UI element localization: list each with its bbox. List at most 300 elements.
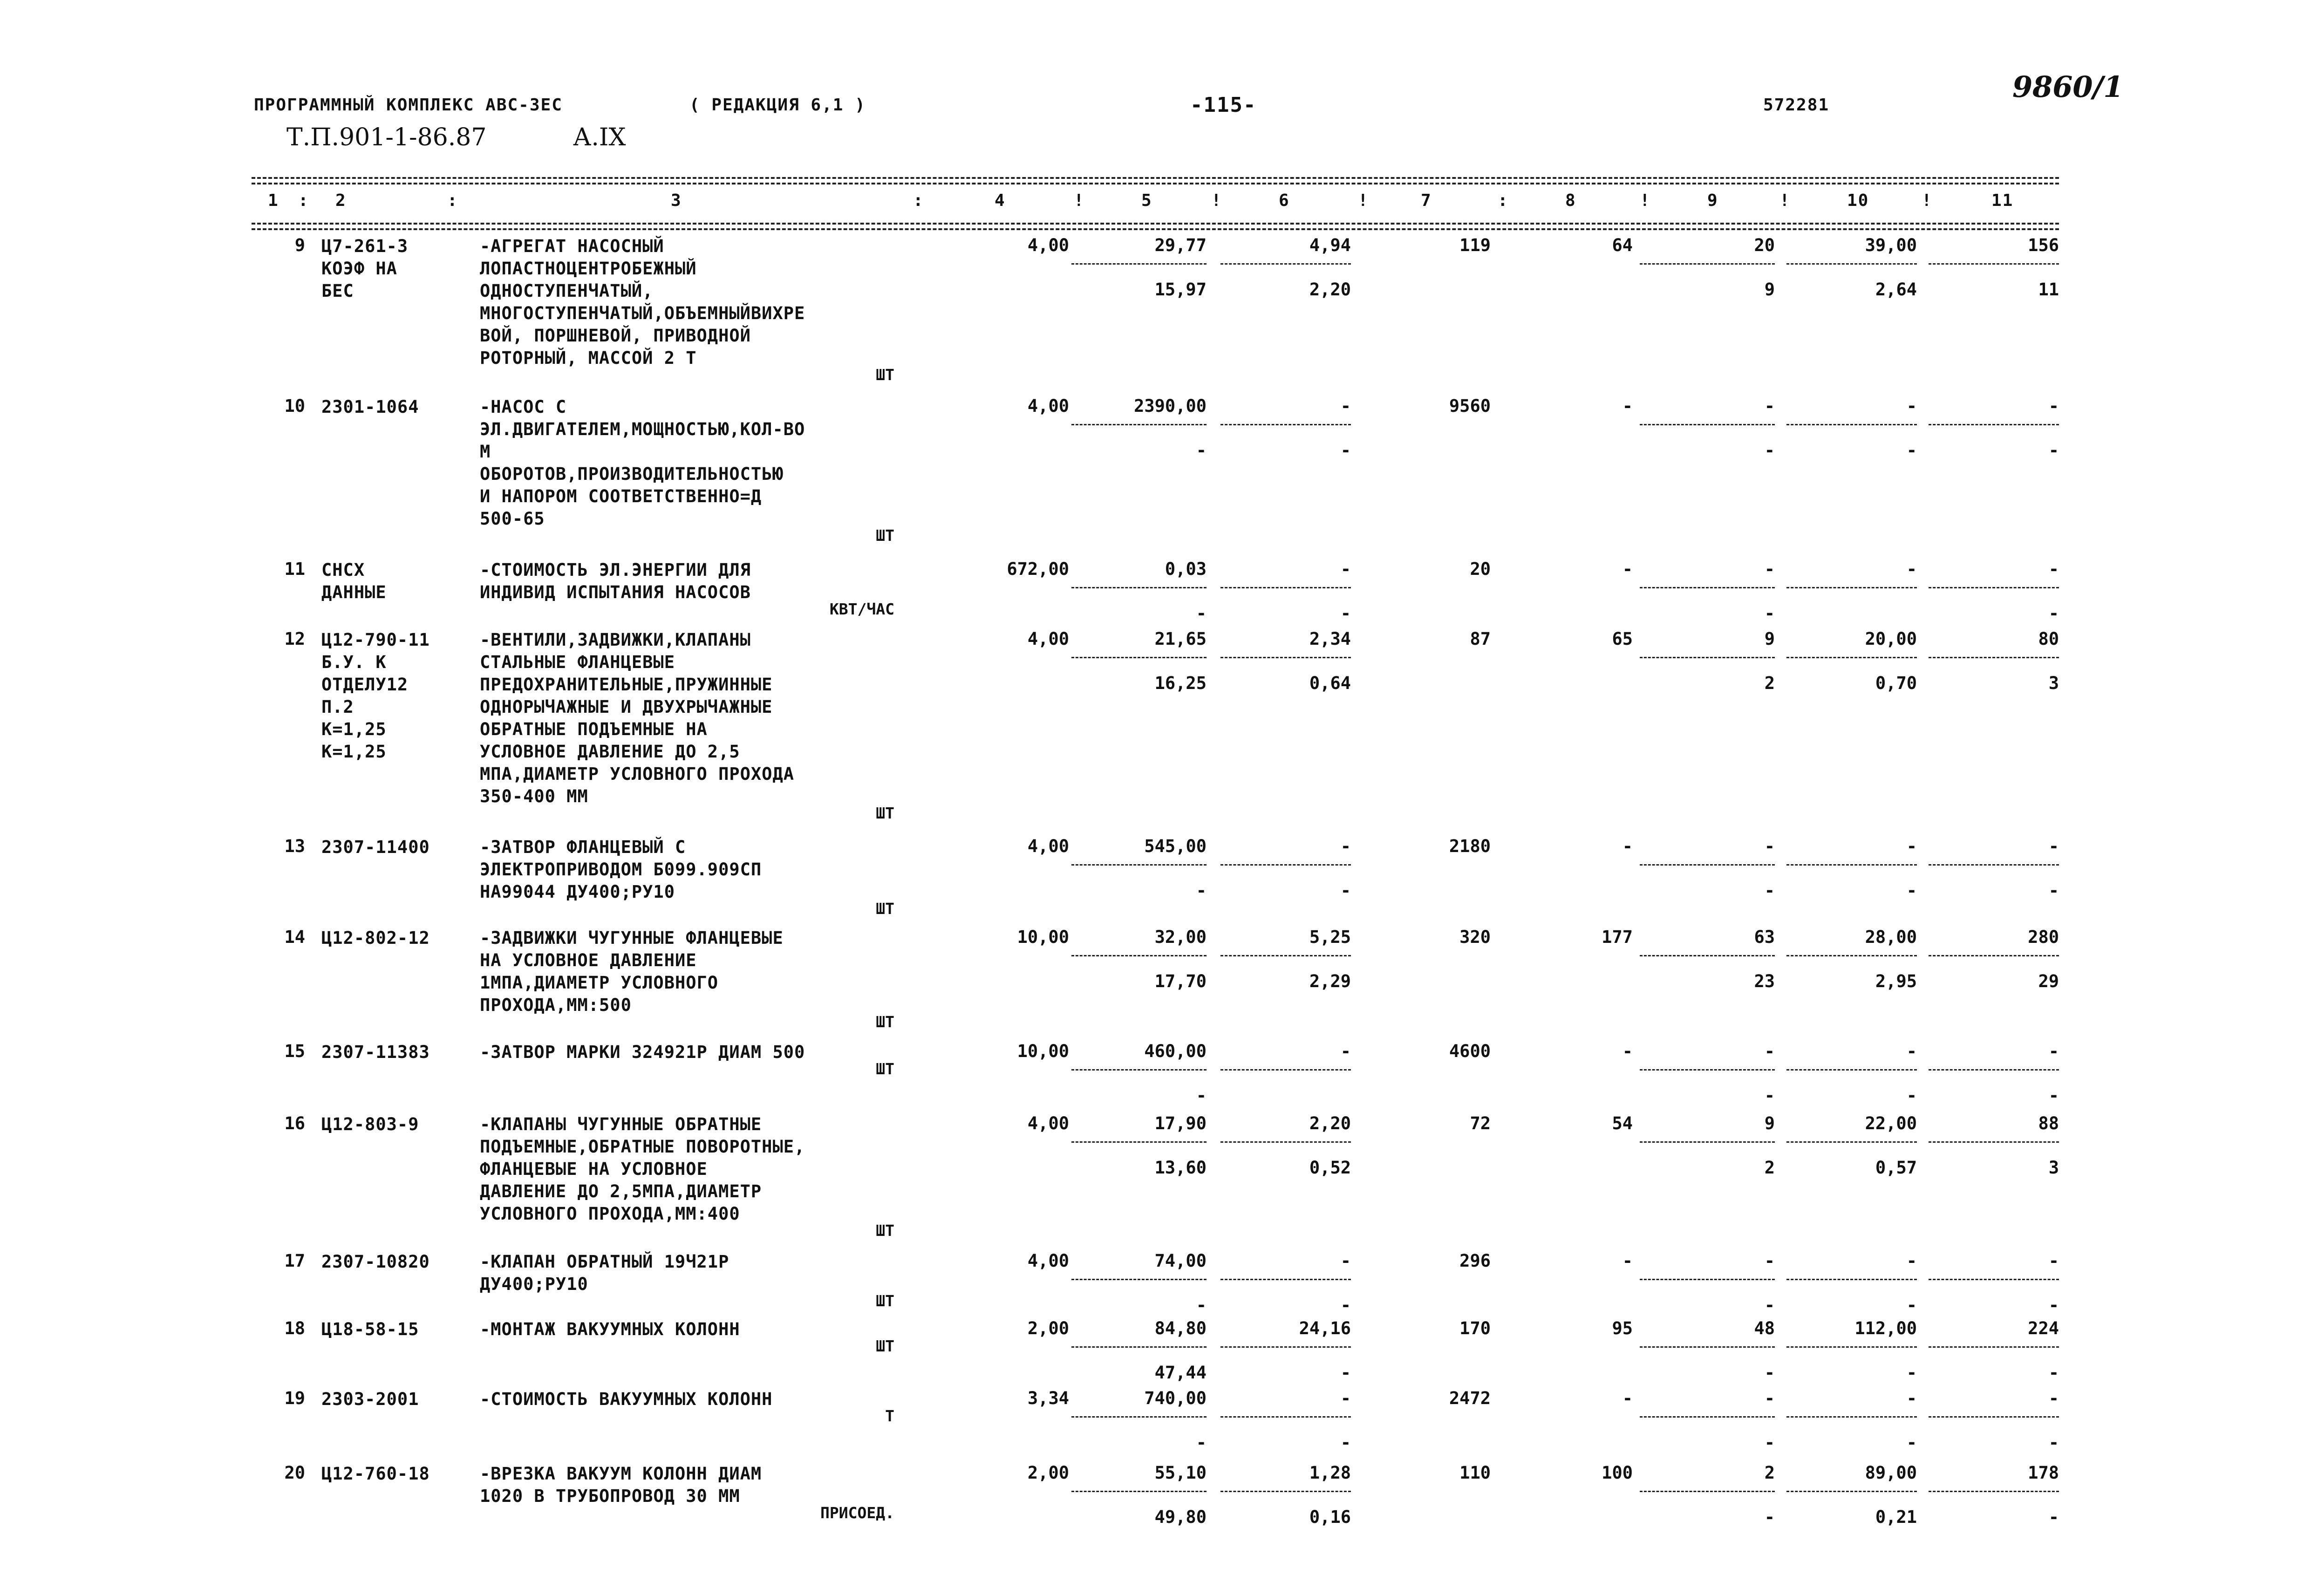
work-description: 1МПА,ДИАМЕТР УСЛОВНОГО: [480, 973, 719, 993]
work-description: ОБРАТНЫЕ ПОДЪЕМНЫЕ НА: [480, 719, 708, 739]
quantity: 2,00: [1027, 1318, 1069, 1338]
row-number: 12: [284, 629, 305, 649]
row-number: 15: [284, 1041, 305, 1061]
norm-code: Ц12-790-11: [321, 630, 430, 650]
machine-cost-bottom: -: [1764, 603, 1775, 623]
work-description: НА УСЛОВНОЕ ДАВЛЕНИЕ: [480, 950, 697, 970]
quantity: 4,00: [1027, 836, 1069, 856]
norm-code: 2301-1064: [321, 397, 419, 417]
column-header-11: 11: [1991, 191, 2014, 210]
machine-cost-top: 63: [1754, 927, 1775, 947]
machine-cost-top: -: [1764, 396, 1775, 416]
unit-of-measure: ШТ: [876, 1013, 894, 1031]
quantity: 4,00: [1027, 1251, 1069, 1271]
work-description: ЭЛ.ДВИГАТЕЛЕМ,МОЩНОСТЬЮ,КОЛ-ВО: [480, 419, 805, 439]
labour-hours-unit-bottom: -: [1906, 1432, 1917, 1453]
fraction-line: [1786, 1279, 1917, 1280]
norm-code: БЕС: [321, 281, 354, 301]
norm-code: К=1,25: [321, 719, 387, 739]
labour-hours-total-top: 280: [2028, 927, 2059, 947]
work-description: ДАВЛЕНИЕ ДО 2,5МПА,ДИАМЕТР: [480, 1181, 762, 1201]
norm-code: КОЭФ НА: [321, 259, 397, 279]
total-cost: 72: [1470, 1113, 1491, 1133]
work-description: МПА,ДИАМЕТР УСЛОВНОГО ПРОХОДА: [480, 764, 795, 784]
fraction-line: [1929, 587, 2059, 588]
total-cost: 9560: [1449, 396, 1491, 416]
machine-cost-top: -: [1764, 1388, 1775, 1408]
unit-of-measure: ПРИСОЕД.: [820, 1504, 894, 1522]
labour-hours-total-top: -: [2048, 836, 2059, 856]
unit-cost-top: 545,00: [1144, 836, 1207, 856]
labour-hours-unit-top: -: [1906, 1388, 1917, 1408]
unit-wages-bottom: -: [1340, 1295, 1351, 1315]
header-bottom-rule: [252, 223, 2059, 225]
column-separator: :: [298, 191, 309, 210]
fraction-line: [1786, 657, 1917, 658]
row-number: 10: [284, 396, 305, 416]
column-separator: :: [447, 191, 458, 210]
fraction-line: [1640, 864, 1775, 866]
quantity: 4,00: [1027, 396, 1069, 416]
machine-cost-top: -: [1764, 559, 1775, 579]
unit-cost-top: 740,00: [1144, 1388, 1207, 1408]
document-code: 572281: [1763, 95, 1830, 115]
work-description: ЛОПАСТНОЦЕНТРОБЕЖНЫЙ: [480, 259, 697, 279]
quantity: 4,00: [1027, 235, 1069, 255]
machine-cost-top: 48: [1754, 1318, 1775, 1338]
fraction-line: [1786, 263, 1917, 265]
fraction-line: [1071, 1491, 1207, 1492]
quantity: 2,00: [1027, 1463, 1069, 1483]
unit-cost-bottom: -: [1196, 1295, 1207, 1315]
fraction-line: [1929, 1416, 2059, 1418]
fraction-line: [1071, 1416, 1207, 1418]
total-cost: 87: [1470, 629, 1491, 649]
fraction-line: [1786, 1346, 1917, 1348]
column-header-3: 3: [671, 191, 682, 210]
unit-of-measure: ШТ: [876, 1337, 894, 1355]
unit-cost-top: 74,00: [1154, 1251, 1207, 1271]
fraction-line: [1220, 1491, 1351, 1492]
header-top-rule-2: [252, 183, 2059, 184]
unit-wages-bottom: 2,29: [1309, 971, 1351, 991]
wages-total: -: [1622, 1041, 1633, 1061]
labour-hours-total-bottom: -: [2048, 440, 2059, 460]
machine-cost-top: 9: [1764, 629, 1775, 649]
labour-hours-total-bottom: 29: [2038, 971, 2059, 991]
labour-hours-total-top: 88: [2038, 1113, 2059, 1133]
work-description: ОДНОРЫЧАЖНЫЕ И ДВУХРЫЧАЖНЫЕ: [480, 697, 773, 717]
fraction-line: [1220, 424, 1351, 425]
unit-wages-bottom: -: [1340, 1363, 1351, 1383]
fraction-line: [1929, 657, 2059, 658]
labour-hours-total-bottom: 3: [2048, 673, 2059, 693]
work-description: 1020 В ТРУБОПРОВОД 30 ММ: [480, 1486, 740, 1506]
fraction-line: [1220, 1141, 1351, 1143]
unit-cost-bottom: -: [1196, 603, 1207, 623]
labour-hours-unit-top: 28,00: [1865, 927, 1917, 947]
work-description: 500-65: [480, 509, 545, 529]
norm-code: Ц18-58-15: [321, 1319, 419, 1339]
fraction-line: [1220, 955, 1351, 956]
fraction-line: [1640, 587, 1775, 588]
machine-cost-top: 9: [1764, 1113, 1775, 1133]
unit-wages-top: -: [1340, 1251, 1351, 1271]
fraction-line: [1929, 1346, 2059, 1348]
labour-hours-unit-bottom: 2,64: [1875, 280, 1917, 300]
wages-total: -: [1622, 1251, 1633, 1271]
column-header-6: 6: [1279, 191, 1290, 210]
labour-hours-total-bottom: -: [2048, 1432, 2059, 1453]
unit-of-measure: ШТ: [876, 1221, 894, 1240]
norm-code: ОТДЕЛУ12: [321, 675, 409, 695]
labour-hours-unit-bottom: -: [1906, 1295, 1917, 1315]
labour-hours-total-bottom: 11: [2038, 280, 2059, 300]
unit-cost-bottom: 15,97: [1154, 280, 1207, 300]
work-description: -НАСОС С: [480, 397, 567, 417]
work-description: УСЛОВНОГО ПРОХОДА,ММ:400: [480, 1204, 740, 1224]
labour-hours-total-top: 156: [2028, 235, 2059, 255]
norm-code: 2307-11383: [321, 1042, 430, 1062]
total-cost: 110: [1459, 1463, 1491, 1483]
wages-total: -: [1622, 836, 1633, 856]
unit-cost-top: 17,90: [1154, 1113, 1207, 1133]
fraction-line: [1640, 1346, 1775, 1348]
fraction-line: [1640, 1491, 1775, 1492]
column-separator: !: [1358, 191, 1369, 210]
labour-hours-unit-bottom: -: [1906, 1085, 1917, 1105]
labour-hours-unit-bottom: 0,21: [1875, 1507, 1917, 1527]
column-header-1: 1: [268, 191, 279, 210]
column-header-4: 4: [995, 191, 1006, 210]
unit-of-measure: ШТ: [876, 900, 894, 918]
column-header-9: 9: [1707, 191, 1718, 210]
column-header-10: 10: [1847, 191, 1869, 210]
unit-wages-bottom: 0,64: [1309, 673, 1351, 693]
wages-total: 95: [1612, 1318, 1633, 1338]
unit-cost-top: 55,10: [1154, 1463, 1207, 1483]
norm-code: 2307-11400: [321, 837, 430, 857]
norm-code: Ц12-760-18: [321, 1464, 430, 1484]
fraction-line: [1640, 1141, 1775, 1143]
row-number: 11: [284, 559, 305, 579]
unit-cost-top: 29,77: [1154, 235, 1207, 255]
doc-reference: Т.П.901-1-86.87: [286, 123, 487, 151]
fraction-line: [1786, 424, 1917, 425]
quantity: 672,00: [1007, 559, 1069, 579]
fraction-line: [1640, 263, 1775, 265]
unit-wages-top: 2,34: [1309, 629, 1351, 649]
work-description: ПРОХОДА,ММ:500: [480, 995, 632, 1015]
unit-of-measure: ШТ: [876, 1060, 894, 1078]
unit-cost-top: 460,00: [1144, 1041, 1207, 1061]
fraction-line: [1071, 424, 1207, 425]
labour-hours-total-top: 80: [2038, 629, 2059, 649]
fraction-line: [1220, 1069, 1351, 1071]
unit-cost-top: 32,00: [1154, 927, 1207, 947]
machine-cost-top: -: [1764, 1041, 1775, 1061]
fraction-line: [1071, 587, 1207, 588]
unit-wages-top: 2,20: [1309, 1113, 1351, 1133]
labour-hours-total-top: 224: [2028, 1318, 2059, 1338]
header-bottom-rule-2: [252, 228, 2059, 230]
work-description: -КЛАПАНЫ ЧУГУННЫЕ ОБРАТНЫЕ: [480, 1114, 762, 1134]
page-number: -115-: [1190, 93, 1257, 117]
work-description: ВОЙ, ПОРШНЕВОЙ, ПРИВОДНОЙ: [480, 326, 751, 346]
wages-total: 65: [1612, 629, 1633, 649]
labour-hours-unit-top: 39,00: [1865, 235, 1917, 255]
fraction-line: [1929, 1069, 2059, 1071]
unit-wages-top: 24,16: [1299, 1318, 1351, 1338]
work-description: ДУ400;РУ10: [480, 1274, 588, 1294]
fraction-line: [1929, 1141, 2059, 1143]
norm-code: 2307-10820: [321, 1252, 430, 1272]
column-separator: !: [1779, 191, 1791, 210]
header-top-rule: [252, 177, 2059, 179]
fraction-line: [1786, 1416, 1917, 1418]
fraction-line: [1929, 1491, 2059, 1492]
fraction-line: [1786, 1141, 1917, 1143]
labour-hours-unit-top: -: [1906, 1251, 1917, 1271]
unit-wages-bottom: -: [1340, 440, 1351, 460]
unit-cost-top: 2390,00: [1134, 396, 1207, 416]
row-number: 20: [284, 1463, 305, 1483]
work-description: -ЗАДВИЖКИ ЧУГУННЫЕ ФЛАНЦЕВЫЕ: [480, 928, 784, 948]
column-separator: :: [913, 191, 924, 210]
norm-code: Ц7-261-3: [321, 236, 409, 256]
labour-hours-unit-bottom: 0,57: [1875, 1158, 1917, 1178]
norm-code: Ц12-803-9: [321, 1114, 419, 1134]
column-header-2: 2: [335, 191, 347, 210]
machine-cost-top: -: [1764, 1251, 1775, 1271]
unit-wages-top: -: [1340, 1388, 1351, 1408]
wages-total: -: [1622, 559, 1633, 579]
fraction-line: [1640, 1416, 1775, 1418]
work-description: РОТОРНЫЙ, МАССОЙ 2 Т: [480, 348, 697, 368]
work-description: -ЗАТВОР ФЛАНЦЕВЫЙ С: [480, 837, 686, 857]
machine-cost-bottom: -: [1764, 1507, 1775, 1527]
unit-of-measure: Т: [885, 1407, 894, 1425]
unit-wages-top: -: [1340, 1041, 1351, 1061]
fraction-line: [1786, 955, 1917, 956]
work-description: ЭЛЕКТРОПРИВОДОМ Б099.909СП: [480, 859, 762, 880]
labour-hours-total-bottom: -: [2048, 880, 2059, 900]
total-cost: 170: [1459, 1318, 1491, 1338]
unit-of-measure: ШТ: [876, 1292, 894, 1310]
wages-total: 177: [1602, 927, 1633, 947]
work-description: М: [480, 442, 491, 462]
machine-cost-top: 20: [1754, 235, 1775, 255]
column-header-8: 8: [1565, 191, 1576, 210]
fraction-line: [1929, 1279, 2059, 1280]
column-separator: !: [1211, 191, 1222, 210]
work-description: ОДНОСТУПЕНЧАТЫЙ,: [480, 281, 654, 301]
norm-code: СНСХ: [321, 560, 365, 580]
fraction-line: [1786, 1491, 1917, 1492]
work-description: И НАПОРОМ СООТВЕТСТВЕННО=Д: [480, 486, 762, 506]
column-header-7: 7: [1421, 191, 1432, 210]
machine-cost-bottom: 2: [1764, 673, 1775, 693]
work-description: ФЛАНЦЕВЫЕ НА УСЛОВНОЕ: [480, 1159, 708, 1179]
unit-cost-bottom: 16,25: [1154, 673, 1207, 693]
unit-wages-bottom: 0,52: [1309, 1158, 1351, 1178]
labour-hours-unit-bottom: 0,70: [1875, 673, 1917, 693]
work-description: 350-400 ММ: [480, 786, 588, 806]
unit-cost-bottom: 47,44: [1154, 1363, 1207, 1383]
unit-wages-top: 4,94: [1309, 235, 1351, 255]
norm-code: К=1,25: [321, 742, 387, 762]
unit-wages-bottom: 0,16: [1309, 1507, 1351, 1527]
column-separator: !: [1074, 191, 1085, 210]
wages-total: -: [1622, 1388, 1633, 1408]
fraction-line: [1071, 955, 1207, 956]
fraction-line: [1786, 1069, 1917, 1071]
labour-hours-unit-top: -: [1906, 396, 1917, 416]
fraction-line: [1220, 1346, 1351, 1348]
row-number: 18: [284, 1318, 305, 1338]
labour-hours-unit-bottom: 2,95: [1875, 971, 1917, 991]
unit-wages-top: -: [1340, 836, 1351, 856]
fraction-line: [1220, 657, 1351, 658]
edition-label: ( РЕДАКЦИЯ 6,1 ): [689, 95, 866, 115]
row-number: 16: [284, 1113, 305, 1133]
fraction-line: [1220, 1279, 1351, 1280]
labour-hours-unit-bottom: -: [1906, 880, 1917, 900]
unit-wages-top: -: [1340, 396, 1351, 416]
labour-hours-total-top: -: [2048, 1251, 2059, 1271]
total-cost: 320: [1459, 927, 1491, 947]
machine-cost-bottom: 9: [1764, 280, 1775, 300]
work-description: -АГРЕГАТ НАСОСНЫЙ: [480, 236, 664, 256]
unit-wages-top: 5,25: [1309, 927, 1351, 947]
row-number: 14: [284, 927, 305, 947]
work-description: ОБОРОТОВ,ПРОИЗВОДИТЕЛЬНОСТЬЮ: [480, 464, 784, 484]
fraction-line: [1220, 864, 1351, 866]
fraction-line: [1220, 1416, 1351, 1418]
unit-cost-bottom: -: [1196, 1085, 1207, 1105]
unit-wages-bottom: 2,20: [1309, 280, 1351, 300]
machine-cost-top: -: [1764, 836, 1775, 856]
machine-cost-top: 2: [1764, 1463, 1775, 1483]
unit-wages-bottom: -: [1340, 880, 1351, 900]
labour-hours-unit-top: 20,00: [1865, 629, 1917, 649]
machine-cost-bottom: 23: [1754, 971, 1775, 991]
work-description: НА99044 ДУ400;РУ10: [480, 882, 675, 902]
labour-hours-total-bottom: -: [2048, 1085, 2059, 1105]
labour-hours-unit-top: 89,00: [1865, 1463, 1917, 1483]
labour-hours-total-bottom: -: [2048, 1363, 2059, 1383]
quantity: 10,00: [1017, 1041, 1069, 1061]
total-cost: 119: [1459, 235, 1491, 255]
total-cost: 4600: [1449, 1041, 1491, 1061]
total-cost: 296: [1459, 1251, 1491, 1271]
quantity: 4,00: [1027, 629, 1069, 649]
fraction-line: [1929, 955, 2059, 956]
unit-cost-bottom: -: [1196, 880, 1207, 900]
fraction-line: [1071, 1279, 1207, 1280]
machine-cost-bottom: -: [1764, 1363, 1775, 1383]
unit-cost-top: 21,65: [1154, 629, 1207, 649]
work-description: -СТОИМОСТЬ ВАКУУМНЫХ КОЛОНН: [480, 1389, 773, 1409]
unit-of-measure: ШТ: [876, 366, 894, 384]
column-separator: !: [1922, 191, 1933, 210]
work-description: ИНДИВИД ИСПЫТАНИЯ НАСОСОВ: [480, 582, 751, 602]
quantity: 4,00: [1027, 1113, 1069, 1133]
fraction-line: [1929, 424, 2059, 425]
labour-hours-total-top: -: [2048, 1041, 2059, 1061]
row-number: 9: [294, 235, 305, 255]
work-description: -КЛАПАН ОБРАТНЫЙ 19Ч21Р: [480, 1252, 729, 1272]
wages-total: -: [1622, 396, 1633, 416]
column-separator: !: [1640, 191, 1651, 210]
fraction-line: [1640, 955, 1775, 956]
quantity: 3,34: [1027, 1388, 1069, 1408]
work-description: ПРЕДОХРАНИТЕЛЬНЫЕ,ПРУЖИННЫЕ: [480, 675, 773, 695]
labour-hours-total-top: -: [2048, 559, 2059, 579]
fraction-line: [1220, 587, 1351, 588]
program-title: ПРОГРАММНЫЙ КОМПЛЕКС АВС-3ЕС: [254, 95, 563, 115]
fraction-line: [1071, 864, 1207, 866]
labour-hours-unit-top: 22,00: [1865, 1113, 1917, 1133]
unit-wages-bottom: -: [1340, 603, 1351, 623]
machine-cost-bottom: -: [1764, 880, 1775, 900]
labour-hours-unit-bottom: -: [1906, 440, 1917, 460]
unit-wages-bottom: -: [1340, 1432, 1351, 1453]
work-description: СТАЛЬНЫЕ ФЛАНЦЕВЫЕ: [480, 652, 675, 672]
labour-hours-total-top: -: [2048, 396, 2059, 416]
handwritten-sheet-number: 9860/1: [2012, 70, 2124, 104]
unit-cost-top: 84,80: [1154, 1318, 1207, 1338]
labour-hours-total-bottom: 3: [2048, 1158, 2059, 1178]
machine-cost-bottom: -: [1764, 440, 1775, 460]
labour-hours-unit-bottom: -: [1906, 1363, 1917, 1383]
unit-cost-bottom: 49,80: [1154, 1507, 1207, 1527]
labour-hours-unit-top: 112,00: [1854, 1318, 1917, 1338]
work-description: -ВРЕЗКА ВАКУУМ КОЛОНН ДИАМ: [480, 1464, 762, 1484]
row-number: 19: [284, 1388, 305, 1408]
labour-hours-total-bottom: -: [2048, 603, 2059, 623]
labour-hours-total-top: -: [2048, 1388, 2059, 1408]
unit-wages-top: -: [1340, 559, 1351, 579]
fraction-line: [1640, 657, 1775, 658]
fraction-line: [1929, 864, 2059, 866]
fraction-line: [1071, 657, 1207, 658]
total-cost: 2180: [1449, 836, 1491, 856]
column-header-5: 5: [1141, 191, 1152, 210]
unit-wages-top: 1,28: [1309, 1463, 1351, 1483]
fraction-line: [1929, 263, 2059, 265]
unit-cost-bottom: -: [1196, 1432, 1207, 1453]
wages-total: 100: [1602, 1463, 1633, 1483]
album-label: А.IX: [573, 123, 626, 151]
fraction-line: [1220, 263, 1351, 265]
unit-of-measure: ШТ: [876, 526, 894, 545]
fraction-line: [1071, 263, 1207, 265]
work-description: ПОДЪЕМНЫЕ,ОБРАТНЫЕ ПОВОРОТНЫЕ,: [480, 1137, 805, 1157]
labour-hours-total-bottom: -: [2048, 1507, 2059, 1527]
unit-cost-bottom: -: [1196, 440, 1207, 460]
fraction-line: [1640, 1069, 1775, 1071]
machine-cost-bottom: -: [1764, 1085, 1775, 1105]
total-cost: 20: [1470, 559, 1491, 579]
fraction-line: [1786, 587, 1917, 588]
labour-hours-unit-top: -: [1906, 559, 1917, 579]
unit-cost-bottom: 17,70: [1154, 971, 1207, 991]
quantity: 10,00: [1017, 927, 1069, 947]
unit-of-measure: ШТ: [876, 804, 894, 822]
norm-code: ДАННЫЕ: [321, 582, 387, 602]
fraction-line: [1071, 1069, 1207, 1071]
